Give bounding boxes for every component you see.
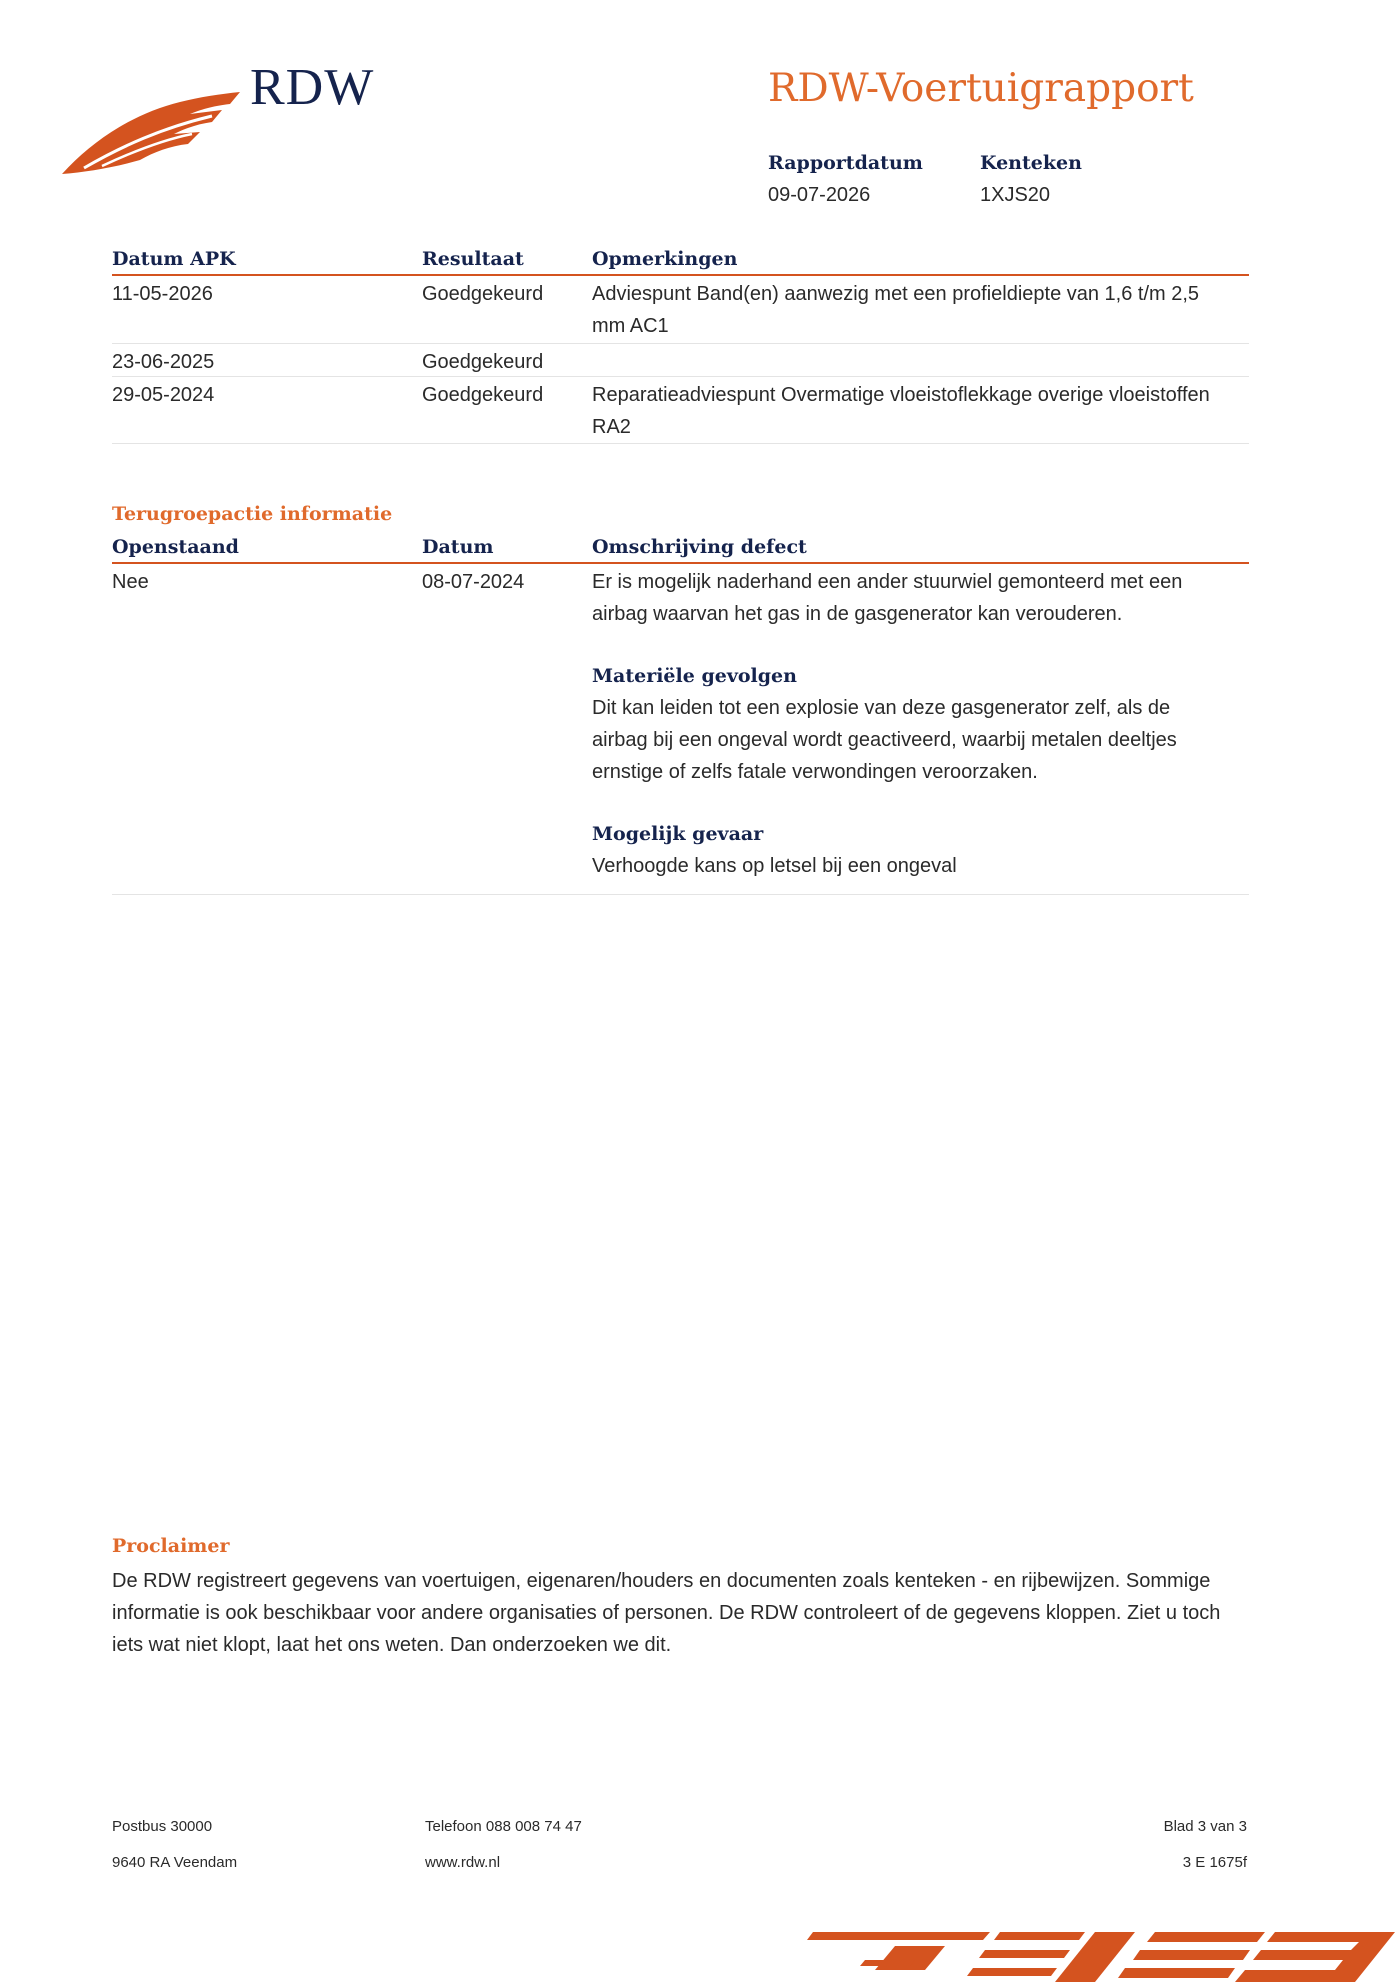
footer-code: 3 E 1675f [1182, 1854, 1247, 1871]
report-title: RDW-Voertuigrapport [768, 66, 1194, 111]
kenteken-block [980, 152, 1082, 207]
footer-page-number: Blad 3 van 3 [1163, 1818, 1247, 1835]
rapportdatum-label: Rapportdatum [768, 152, 923, 174]
footer-address-line2: 9640 RA Veendam [112, 1854, 238, 1871]
recall-table-header [112, 536, 1249, 564]
proclaimer-title: Proclaimer [112, 1535, 230, 1557]
apk-header-opmerkingen: Opmerkingen [592, 248, 738, 270]
materiele-gevolgen-title: Materiële gevolgen [592, 665, 797, 687]
apk-opmerkingen: Adviespunt Band(en) aanwezig met een profieldiepte van 1,6 t/m 2,5 mm AC1 [592, 283, 1200, 337]
apk-header-datum: Datum APK [112, 248, 236, 270]
kenteken-label: Kenteken [980, 152, 1082, 174]
apk-resultaat: Goedgekeurd [422, 351, 544, 373]
rapportdatum-block [768, 152, 923, 207]
recall-header-datum: Datum [422, 536, 494, 558]
kenteken-value: 1XJS20 [980, 184, 1051, 206]
recall-section-title: Terugroepactie informatie [112, 503, 393, 525]
materiele-gevolgen-text: Dit kan leiden tot een explosie van deze gasgenerator zelf, als de airbag bij een ongeval wordt geactiveerd, waarbij metalen deeltjes ernstige of zelfs fatale verwondingen veroorzaken. [592, 697, 1177, 783]
footer-address-line1: Postbus 30000 [112, 1818, 213, 1835]
table-row [112, 377, 1249, 444]
apk-table-header [112, 248, 1249, 276]
table-row [112, 276, 1249, 344]
recall-header-omschrijving: Omschrijving defect [592, 536, 807, 558]
footer-phone: Telefoon 088 008 74 47 [425, 1818, 582, 1835]
table-row [112, 344, 1249, 377]
apk-opmerkingen: Reparatieadviespunt Overmatige vloeistoflekkage overige vloeistoffen RA2 [592, 384, 1210, 438]
apk-resultaat: Goedgekeurd [422, 384, 544, 406]
recall-description-block [592, 566, 1222, 882]
apk-datum: 23-06-2025 [112, 351, 215, 373]
apk-header-resultaat: Resultaat [422, 248, 524, 270]
recall-omschrijving: Er is mogelijk naderhand een ander stuurwiel gemonteerd met een airbag waarvan het gas in de gasgenerator kan verouderen. [592, 571, 1183, 625]
rapportdatum-value: 09-07-2026 [768, 184, 871, 206]
apk-datum: 11-05-2026 [112, 283, 213, 305]
recall-table [112, 536, 1249, 895]
recall-header-openstaand: Openstaand [112, 536, 239, 558]
footer-website-link[interactable]: www.rdw.nl [425, 1854, 501, 1871]
recall-openstaand: Nee [112, 571, 149, 593]
rdw-logo-icon [62, 86, 242, 178]
rdw-logo-text: RDW [250, 59, 375, 116]
table-row [112, 564, 1249, 895]
apk-resultaat: Goedgekeurd [422, 283, 544, 305]
mogelijk-gevaar-title: Mogelijk gevaar [592, 823, 764, 845]
apk-datum: 29-05-2024 [112, 384, 215, 406]
recall-datum: 08-07-2024 [422, 571, 525, 593]
decorative-stripes-icon [795, 1920, 1400, 1982]
proclaimer-text: De RDW registreert gegevens van voertuigen, eigenaren/houders en documenten zoals kenteken - en rijbewijzen. Sommige informatie is ook beschikbaar voor andere organisaties of personen. De RDW controleert of de gegevens kloppen. Ziet u toch iets wat niet klopt, laat het ons weten. Dan onderzoeken we dit. [112, 1570, 1221, 1656]
apk-table [112, 248, 1249, 444]
mogelijk-gevaar-text: Verhoogde kans op letsel bij een ongeval [592, 855, 957, 877]
